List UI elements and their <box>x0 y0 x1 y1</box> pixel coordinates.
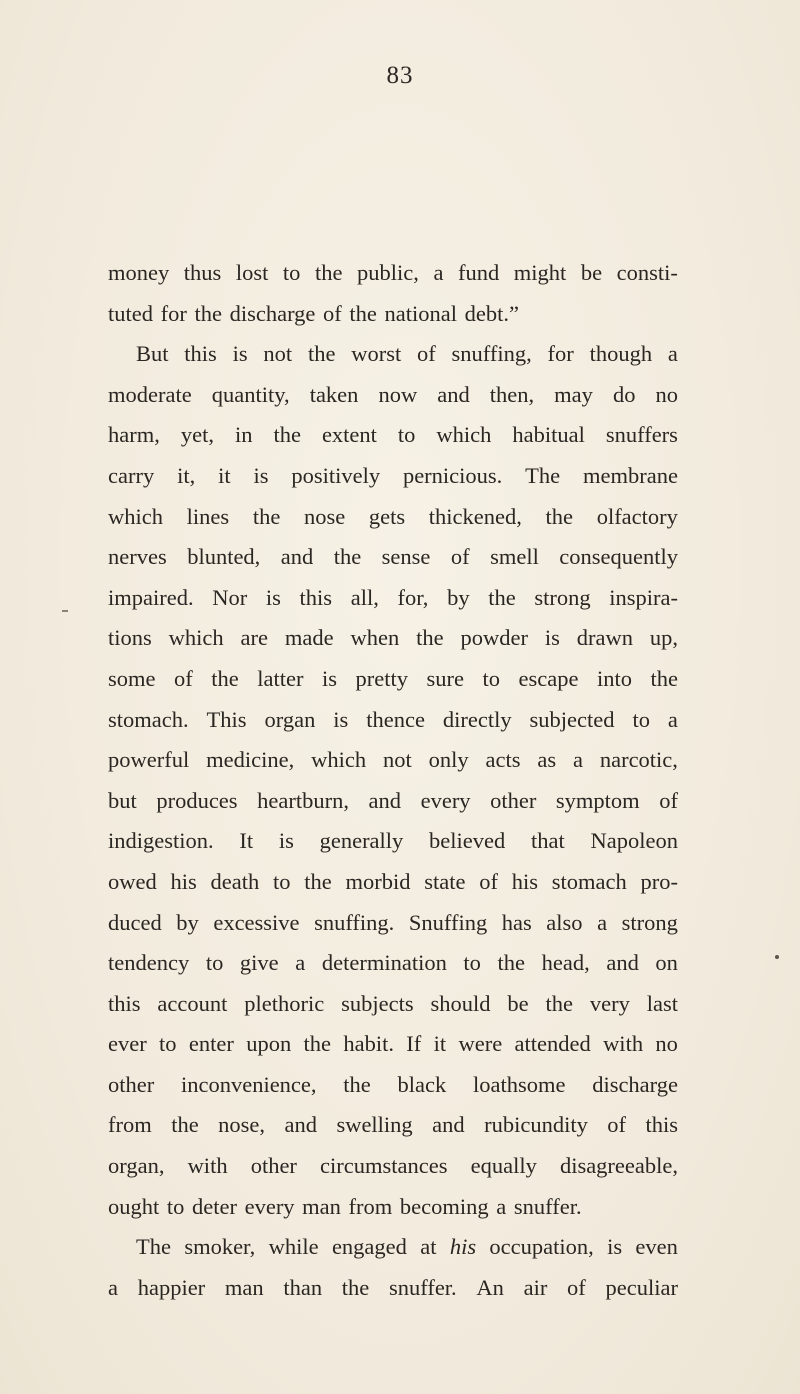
word: thus <box>183 260 222 285</box>
word: It <box>239 828 254 854</box>
word: This <box>206 706 247 732</box>
text-line <box>108 781 678 822</box>
word: powder <box>460 625 528 651</box>
line-text: ought to deter every man from becoming a snuffer. <box>108 1193 582 1219</box>
word: But <box>136 341 169 367</box>
word: snuffing, <box>451 341 532 367</box>
word: the <box>303 1031 332 1057</box>
word: habit. <box>343 1031 394 1057</box>
word: tions <box>108 625 152 651</box>
word: medicine, <box>206 747 295 773</box>
word: with <box>603 1031 644 1057</box>
word: black <box>397 1071 447 1097</box>
word: An <box>476 1274 504 1300</box>
word: lines <box>186 503 230 529</box>
word: with <box>187 1153 228 1179</box>
word: be <box>507 990 529 1016</box>
word: this <box>645 1112 678 1138</box>
word: inspira- <box>609 584 678 610</box>
word: his <box>449 1234 477 1260</box>
word: symptom <box>555 787 640 813</box>
word: subjected <box>529 706 615 732</box>
margin-dot <box>775 955 779 959</box>
word: the <box>341 1274 370 1300</box>
word: up, <box>649 625 678 651</box>
word: as <box>537 747 557 773</box>
text-line <box>108 253 678 294</box>
text-line <box>108 1227 678 1268</box>
word: organ <box>264 706 316 732</box>
word: rubicundity <box>484 1112 588 1138</box>
word: when <box>350 625 400 651</box>
word: is <box>544 625 560 651</box>
word: narcotic, <box>599 747 678 773</box>
word: smell <box>490 544 539 570</box>
word: at <box>420 1234 437 1260</box>
text-line <box>108 1187 678 1228</box>
word: enter <box>188 1031 234 1057</box>
word: by <box>176 909 199 935</box>
word: taken <box>309 381 359 407</box>
word: believed <box>429 828 506 854</box>
word: smoker, <box>184 1234 256 1260</box>
word: thickened, <box>428 503 522 529</box>
word: is <box>333 706 349 732</box>
word: fund <box>458 260 500 285</box>
word: the <box>545 503 574 529</box>
word: might <box>513 260 567 285</box>
word: determination <box>321 950 447 976</box>
text-line <box>108 740 678 781</box>
word: be <box>580 260 603 285</box>
word: the <box>650 665 678 691</box>
word: head, <box>541 950 590 976</box>
word: no <box>655 1031 678 1057</box>
word: lost <box>235 260 269 285</box>
word: impaired. <box>108 584 194 610</box>
word: of <box>450 544 470 570</box>
word: produces <box>156 787 238 813</box>
word: disagreeable, <box>559 1153 678 1179</box>
body-text <box>108 253 678 1308</box>
word: organ, <box>108 1153 165 1179</box>
word: quantity, <box>211 381 290 407</box>
word: some <box>108 665 156 691</box>
word: consequently <box>559 544 678 570</box>
line-text: tuted for the discharge of the national debt.” <box>108 300 519 326</box>
word: money <box>108 260 170 285</box>
word: a <box>108 1274 118 1300</box>
text-line <box>108 700 678 741</box>
word: the <box>211 665 239 691</box>
word: from <box>108 1112 152 1138</box>
word: pernicious. <box>402 462 503 488</box>
word: to <box>159 1031 177 1057</box>
word: discharge <box>592 1071 678 1097</box>
word: strong <box>534 584 591 610</box>
word: the <box>488 584 516 610</box>
word: owed <box>108 868 157 894</box>
text-line <box>108 456 678 497</box>
word: generally <box>319 828 404 854</box>
word: directly <box>442 706 512 732</box>
word: of <box>417 341 436 367</box>
word: stomach. <box>108 706 189 732</box>
word: other <box>490 787 537 813</box>
word: his <box>170 868 197 894</box>
word: on <box>655 950 678 976</box>
word: into <box>596 665 632 691</box>
text-line <box>108 943 678 984</box>
word: is <box>607 1234 623 1260</box>
word: in <box>234 422 253 448</box>
word: state <box>424 868 466 894</box>
word: all, <box>350 584 379 610</box>
text-line <box>108 1105 678 1146</box>
word: and <box>432 1112 465 1138</box>
word: upon <box>246 1031 292 1057</box>
word: a <box>295 950 306 976</box>
word: the <box>416 625 444 651</box>
word: the <box>304 868 332 894</box>
word: public, <box>357 260 419 285</box>
word: consti- <box>616 260 678 285</box>
word: equally <box>470 1153 537 1179</box>
word: other <box>250 1153 297 1179</box>
word: is <box>321 665 337 691</box>
word: every <box>420 787 471 813</box>
word: excessive <box>213 909 300 935</box>
word: which <box>108 503 163 529</box>
text-line <box>108 618 678 659</box>
word: and <box>284 1112 317 1138</box>
text-line <box>108 537 678 578</box>
text-line <box>108 659 678 700</box>
text-line <box>108 1065 678 1106</box>
word: made <box>284 625 334 651</box>
word: to <box>482 665 500 691</box>
word: membrane <box>583 462 678 488</box>
word: not <box>263 341 293 367</box>
word: loathsome <box>472 1071 566 1097</box>
word: and <box>368 787 402 813</box>
text-line <box>108 903 678 944</box>
word: morbid <box>345 868 411 894</box>
word: than <box>283 1274 323 1300</box>
word: a <box>667 341 678 367</box>
text-line <box>108 415 678 456</box>
text-line <box>108 1024 678 1065</box>
word: a <box>597 909 608 935</box>
word: ever <box>108 1031 147 1057</box>
word: powerful <box>108 747 190 773</box>
word: by <box>447 584 470 610</box>
word: of <box>174 665 193 691</box>
word: worst <box>351 341 402 367</box>
word: and <box>280 544 314 570</box>
word: even <box>635 1234 678 1260</box>
word: pretty <box>355 665 408 691</box>
word: sense <box>381 544 431 570</box>
word: snuffers <box>605 422 678 448</box>
text-line <box>108 984 678 1025</box>
word: no <box>655 381 678 407</box>
word: while <box>268 1234 319 1260</box>
word: of <box>479 868 498 894</box>
word: for, <box>397 584 429 610</box>
word: to <box>632 706 650 732</box>
word: nose <box>303 503 346 529</box>
word: The <box>136 1234 171 1260</box>
word: snuffing. <box>314 909 395 935</box>
word: the <box>252 503 281 529</box>
word: very <box>589 990 630 1016</box>
word: and <box>606 950 639 976</box>
word: this <box>184 341 217 367</box>
word: tendency <box>108 950 190 976</box>
word: not <box>382 747 412 773</box>
word: attended <box>514 1031 591 1057</box>
word: the <box>307 341 336 367</box>
word: the <box>333 544 362 570</box>
word: of <box>659 787 678 813</box>
text-line <box>108 821 678 862</box>
word: inconvenience, <box>180 1071 317 1097</box>
word: thence <box>366 706 425 732</box>
word: are <box>240 625 268 651</box>
word: is <box>265 584 281 610</box>
word: only <box>428 747 469 773</box>
word: the <box>343 1071 371 1097</box>
word: is <box>278 828 294 854</box>
word: olfactory <box>596 503 678 529</box>
word: to <box>273 868 291 894</box>
word: which <box>311 747 367 773</box>
word: sure <box>426 665 464 691</box>
word: gets <box>368 503 406 529</box>
word: but <box>108 787 137 813</box>
word: other <box>108 1071 155 1097</box>
text-line <box>108 578 678 619</box>
word: account <box>157 990 228 1016</box>
word: circumstances <box>320 1153 448 1179</box>
word: may <box>554 381 593 407</box>
word: strong <box>621 909 678 935</box>
word: harm, <box>108 422 160 448</box>
word: is <box>232 341 248 367</box>
word: and <box>437 381 470 407</box>
word: the <box>545 990 573 1016</box>
word: nerves <box>108 544 167 570</box>
word: has <box>501 909 532 935</box>
word: acts <box>485 747 521 773</box>
word: snuffer. <box>388 1274 457 1300</box>
word: peculiar <box>605 1274 678 1300</box>
word: extent <box>321 422 377 448</box>
margin-mark <box>62 610 68 612</box>
word: happier <box>137 1274 206 1300</box>
word: carry <box>108 462 155 488</box>
word: stomach <box>551 868 627 894</box>
word: give <box>239 950 279 976</box>
word: should <box>430 990 491 1016</box>
word: air <box>523 1274 548 1300</box>
word: blunted, <box>187 544 261 570</box>
word: this <box>108 990 141 1016</box>
word: though <box>589 341 653 367</box>
word: which <box>436 422 492 448</box>
page-number: 83 <box>386 62 414 89</box>
word: last <box>646 990 678 1016</box>
word: man <box>224 1274 264 1300</box>
word: to <box>205 950 224 976</box>
word: habitual <box>512 422 585 448</box>
word: Snuffing <box>408 909 488 935</box>
text-line <box>108 334 678 375</box>
word: a <box>572 747 583 773</box>
word: to <box>463 950 481 976</box>
word: of <box>567 1274 586 1300</box>
word: of <box>607 1112 627 1138</box>
word: subjects <box>341 990 414 1016</box>
word: do <box>612 381 636 407</box>
word: which <box>168 625 224 651</box>
word: plethoric <box>244 990 325 1016</box>
word: a <box>433 260 444 285</box>
text-line <box>108 375 678 416</box>
word: it <box>218 462 231 488</box>
word: the <box>314 260 343 285</box>
word: to <box>282 260 301 285</box>
word: heartburn, <box>257 787 349 813</box>
text-line <box>108 294 678 335</box>
word: escape <box>518 665 579 691</box>
word: engaged <box>331 1234 407 1260</box>
word: a <box>667 706 678 732</box>
word: indigestion. <box>108 828 214 854</box>
word: the <box>497 950 526 976</box>
word: yet, <box>180 422 214 448</box>
word: latter <box>257 665 304 691</box>
word: The <box>525 462 561 488</box>
word: the <box>273 422 301 448</box>
word: drawn <box>576 625 633 651</box>
word: positively <box>291 462 381 488</box>
word: death <box>210 868 260 894</box>
word: it, <box>177 462 196 488</box>
word: nose, <box>218 1112 266 1138</box>
word: occupation, <box>489 1234 594 1260</box>
text-line <box>108 862 678 903</box>
word: this <box>299 584 333 610</box>
word: his <box>511 868 539 894</box>
word: it <box>433 1031 447 1057</box>
word: the <box>171 1112 199 1138</box>
word: moderate <box>108 381 192 407</box>
word: If <box>406 1031 422 1057</box>
word: to <box>397 422 416 448</box>
text-line <box>108 1268 678 1309</box>
word: now <box>378 381 418 407</box>
word: is <box>253 462 269 488</box>
word: swelling <box>336 1112 413 1138</box>
word: were <box>458 1031 503 1057</box>
word: then, <box>489 381 535 407</box>
word: for <box>547 341 574 367</box>
word: that <box>531 828 565 854</box>
word: Nor <box>212 584 248 610</box>
text-line <box>108 1146 678 1187</box>
word: Napoleon <box>590 828 678 854</box>
word: duced <box>108 909 162 935</box>
word: pro- <box>640 868 678 894</box>
text-line <box>108 497 678 538</box>
word: also <box>546 909 583 935</box>
